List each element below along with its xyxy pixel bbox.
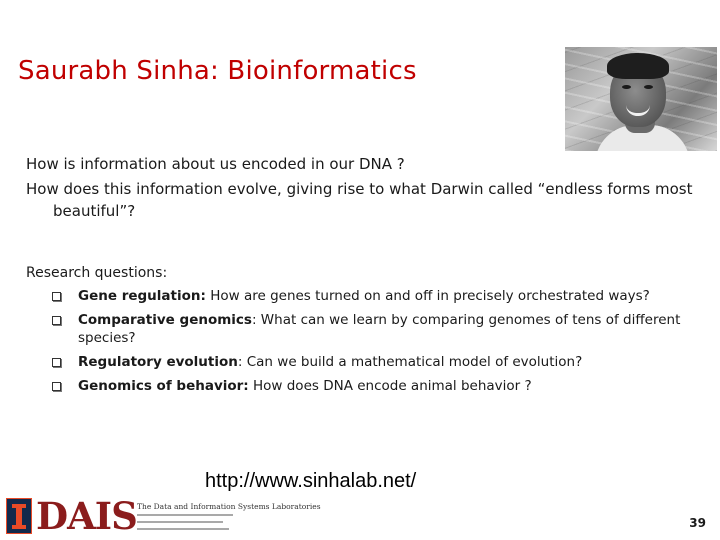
question-topic: Comparative genomics [78,312,252,328]
list-item [52,353,706,371]
university-logo-icon [6,498,32,534]
question-text: : What can we learn by comparing genomes of tens of different species? [78,312,681,346]
square-bullet-icon [52,382,61,391]
slide-title: Saurabh Sinha: Bioinformatics [18,56,417,86]
square-bullet-icon [52,358,61,367]
research-heading: Research questions: [26,265,168,281]
intro-line: How does this information evolve, giving rise to what Darwin called “endless forms most beautiful”? [26,180,693,220]
list-item [52,287,706,305]
question-text: How are genes turned on and off in precisely orchestrated ways? [205,288,650,304]
logo-fine-print [137,514,233,535]
research-section [26,263,706,401]
lab-url-link[interactable]: http://www.sinhalab.net/ [205,470,417,492]
portrait-photo [565,47,717,151]
question-topic: Gene regulation: [78,288,206,304]
logo-subtitle: The Data and Information Systems Laboratories [137,502,321,511]
question-text: How does DNA encode animal behavior ? [248,378,532,394]
question-topic: Genomics of behavior: [78,378,249,394]
logo-wordmark: DAIS [36,494,137,538]
intro-text [26,153,706,225]
question-text: : Can we build a mathematical model of evolution? [237,354,583,370]
square-bullet-icon [52,292,61,301]
research-list [26,287,706,395]
square-bullet-icon [52,316,61,325]
question-topic: Regulatory evolution [78,354,238,370]
intro-line: How is information about us encoded in our DNA ? [26,155,405,173]
dais-logo [6,494,321,538]
list-item [52,311,706,347]
list-item [52,377,706,395]
page-number: 39 [689,516,706,530]
